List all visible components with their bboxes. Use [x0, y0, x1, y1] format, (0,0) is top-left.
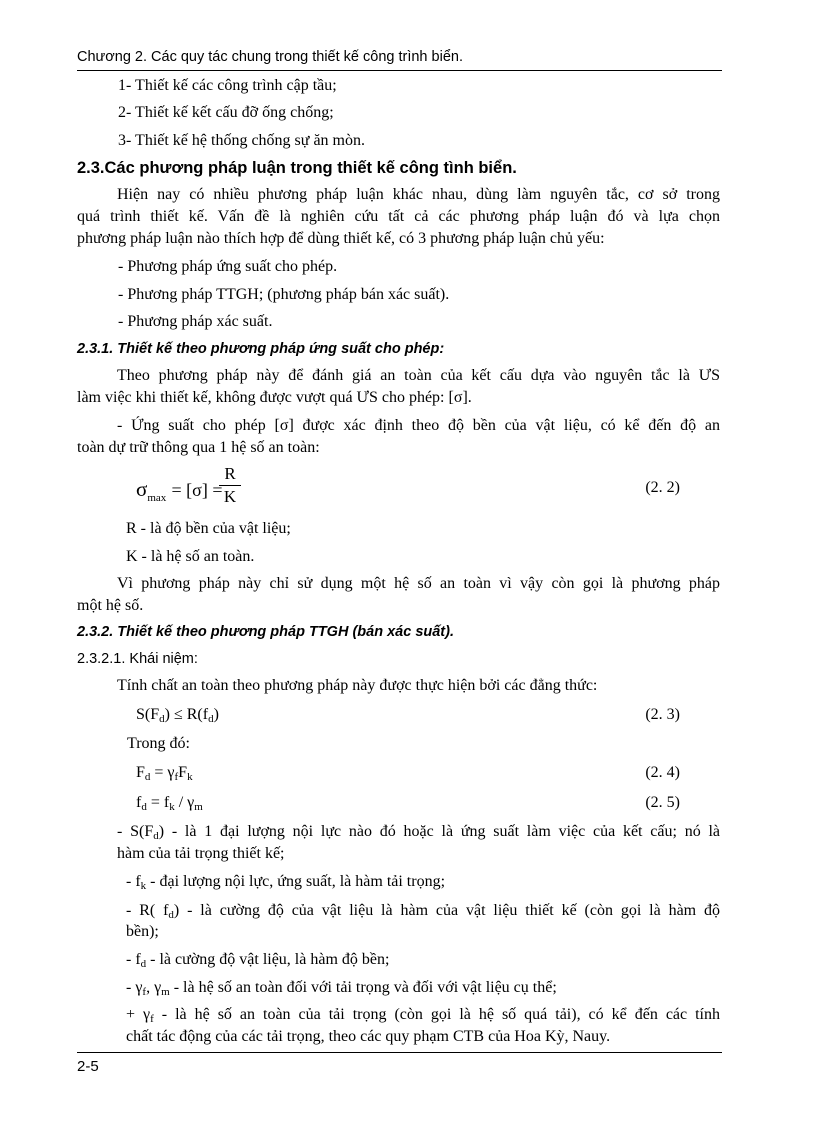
eq-sub: k	[187, 771, 193, 783]
definition-item	[126, 1006, 720, 1025]
definition-continuation: chất tác động của các tải trọng, theo các quy phạm CTB của Hoa Kỳ, Nauy.	[126, 1028, 611, 1045]
def-part: ) - là cường độ của vật liệu là hàm của vật liệu thiết kế (còn gọi là hàm độ	[173, 902, 720, 919]
equation-2-2	[136, 477, 223, 504]
method-item: - Phương pháp ứng suất cho phép.	[118, 258, 338, 275]
definition-continuation: bền);	[126, 923, 159, 940]
eq-part: = f	[146, 794, 170, 811]
list-item: 2- Thiết kế kết cấu đỡ ống chống;	[118, 104, 334, 121]
def-sub: f	[142, 986, 147, 998]
list-item: 3- Thiết kế hệ thống chống sự ăn mòn.	[118, 132, 365, 149]
paragraph-line: Theo phương pháp này để đánh giá an toàn của kết cấu dựa vào nguyên tắc là ƯS	[117, 367, 720, 384]
def-part: - S(F	[117, 823, 154, 840]
eq-part: = γ	[150, 764, 175, 781]
fraction-bar	[219, 485, 241, 486]
def-sub: m	[161, 986, 170, 998]
definition-item	[126, 873, 445, 892]
equation-2-4	[136, 764, 193, 783]
eq-sub: d	[144, 771, 151, 783]
definition-item	[126, 951, 389, 970]
paragraph-line: Vì phương pháp này chỉ sử dụng một hệ số an toàn vì vậy còn gọi là phương pháp	[117, 575, 720, 592]
equation-number: (2. 2)	[645, 479, 680, 496]
def-part: + γ	[126, 1006, 151, 1023]
def-part: - R( f	[126, 902, 169, 919]
eq-part: ) ≤ R(f	[164, 706, 209, 723]
section-heading-2-3-2: 2.3.2. Thiết kế theo phương pháp TTGH (bán xác suất).	[77, 624, 454, 640]
def-part: , γ	[146, 979, 162, 996]
eq-mid: = [σ] =	[171, 480, 223, 500]
eq-sub: d	[159, 713, 165, 725]
def-part: - đại lượng nội lực, ứng suất, là hàm tải trọng;	[146, 873, 446, 890]
list-item: 1- Thiết kế các công trình cập tầu;	[118, 77, 337, 94]
equation-number: (2. 4)	[645, 764, 680, 781]
definition-item	[126, 902, 720, 921]
eq-part: f	[136, 794, 142, 811]
paragraph-line: quá trình thiết kế. Vấn đề là nghiên cứu tất cả các phương pháp luận đó và lựa chọn	[77, 208, 720, 225]
definition-item	[126, 979, 557, 998]
def-part: - γ	[126, 979, 143, 996]
def-sub: k	[140, 880, 147, 892]
def-part: - là cường độ vật liệu, là hàm độ bền;	[146, 951, 390, 968]
method-item: - Phương pháp xác suất.	[118, 313, 273, 330]
paragraph-line: làm việc khi thiết kế, không được vượt quá ƯS cho phép: [σ].	[77, 389, 472, 406]
def-sub: f	[150, 1013, 154, 1025]
definition-continuation: hàm của tải trọng thiết kế;	[117, 845, 285, 862]
def-sub: d	[140, 958, 147, 970]
eq-lhs-sub: max	[147, 492, 167, 504]
paragraph-line: toàn dự trữ thông qua 1 hệ số an toàn:	[77, 439, 320, 456]
paragraph-line: một hệ số.	[77, 597, 144, 614]
eq-sub: m	[194, 801, 203, 813]
eq-part: F	[136, 764, 145, 781]
equation-2-3	[136, 706, 219, 725]
section-heading-2-3-1: 2.3.1. Thiết kế theo phương pháp ứng suất cho phép:	[77, 341, 445, 357]
def-part: ) - là 1 đại lượng nội lực nào đó hoặc là ứng suất làm việc của kết cấu; nó là	[158, 823, 721, 840]
paragraph-line: - Ứng suất cho phép [σ] được xác định theo độ bền của vật liệu, có kể đến độ an	[117, 417, 720, 434]
eq-sub: d	[141, 801, 147, 813]
equation-number: (2. 3)	[645, 706, 680, 723]
equation-number: (2. 5)	[645, 794, 680, 811]
page-number: 2-5	[77, 1058, 99, 1075]
chapter-header: Chương 2. Các quy tác chung trong thiết kế công trình biển.	[77, 49, 463, 65]
def-part: - là hệ số an toàn của tải trọng (còn gọi là hệ số quá tải), có kể đến các tính	[153, 1006, 721, 1023]
eq-sub: k	[169, 801, 175, 813]
eq-part: F	[178, 764, 188, 781]
eq-part: / γ	[174, 794, 195, 811]
equation-2-5	[136, 794, 203, 813]
def-part: - là hệ số an toàn đối với tải trọng và đối với vật liệu cụ thể;	[169, 979, 557, 996]
footer-rule	[77, 1052, 722, 1053]
def-sub: d	[153, 830, 159, 842]
definition-item: R - là độ bền của vật liệu;	[126, 520, 291, 537]
sub-heading: 2.3.2.1. Khái niệm:	[77, 651, 198, 667]
paragraph-line: Hiện nay có nhiều phương pháp luận khác nhau, dùng làm nguyên tắc, cơ sở trong	[117, 186, 720, 203]
definition-item: K - là hệ số an toàn.	[126, 548, 255, 565]
intro-line: Tính chất an toàn theo phương pháp này được thực hiện bởi các đẳng thức:	[117, 677, 598, 694]
eq-lhs: σ	[136, 477, 148, 501]
paragraph-line: phương pháp luận nào thích hợp để dùng thiết kế, có 3 phương pháp luận chủ yếu:	[77, 230, 605, 247]
eq-denominator: K	[223, 487, 237, 506]
where-label: Trong đó:	[127, 735, 190, 752]
section-heading-2-3: 2.3.Các phương pháp luận trong thiết kế công tình biển.	[77, 159, 517, 177]
eq-fraction	[219, 464, 241, 507]
definition-item	[117, 823, 720, 842]
method-item: - Phương pháp TTGH; (phương pháp bán xác suất).	[118, 286, 450, 303]
header-rule	[77, 70, 722, 71]
eq-part: S(F	[136, 706, 160, 723]
eq-sub: d	[208, 713, 214, 725]
def-part: - f	[126, 951, 141, 968]
def-part: - f	[126, 873, 141, 890]
eq-part: )	[213, 706, 219, 723]
eq-numerator: R	[224, 464, 236, 483]
eq-sub: f	[174, 771, 179, 783]
def-sub: d	[168, 909, 174, 921]
